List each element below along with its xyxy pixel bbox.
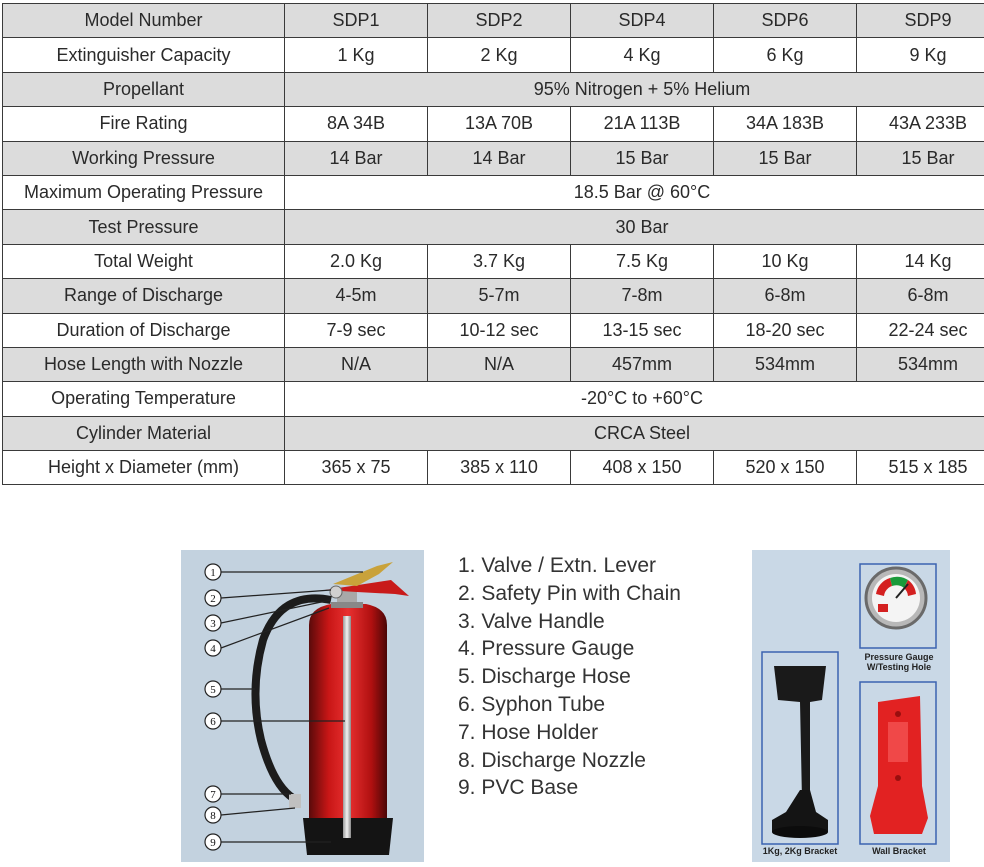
- row-label: Operating Temperature: [3, 382, 285, 416]
- row-label: Range of Discharge: [3, 279, 285, 313]
- table-row: [3, 382, 984, 416]
- row-label: Propellant: [3, 72, 285, 106]
- header-cell: SDP1: [285, 4, 428, 38]
- table-cell: 515 x 185: [857, 451, 984, 485]
- list-item: 4. Pressure Gauge: [458, 637, 635, 661]
- table-cell: 7.5 Kg: [571, 244, 714, 278]
- table-cell: 7-8m: [571, 279, 714, 313]
- list-item: 7. Hose Holder: [458, 720, 599, 744]
- table-header-row: [3, 4, 984, 38]
- table-cell: N/A: [285, 347, 428, 381]
- list-item: 5. Discharge Hose: [458, 665, 631, 689]
- callout-7: 7: [210, 789, 216, 801]
- table-cell: 14 Bar: [285, 141, 428, 175]
- callout-circles: [205, 564, 221, 850]
- list-item: 2. Safety Pin with Chain: [458, 581, 681, 605]
- table-cell: 365 x 75: [285, 451, 428, 485]
- callout-3: 3: [210, 618, 216, 630]
- parts-list: [458, 552, 681, 802]
- spanning-cell: CRCA Steel: [285, 416, 984, 450]
- row-label: Fire Rating: [3, 107, 285, 141]
- table-cell: 9 Kg: [857, 38, 984, 72]
- table-cell: 3.7 Kg: [428, 244, 571, 278]
- table-cell: 2 Kg: [428, 38, 571, 72]
- table-row: [3, 107, 984, 141]
- list-item: 8. Discharge Nozzle: [458, 748, 646, 772]
- bracket-label: 1Kg, 2Kg Bracket: [762, 846, 838, 856]
- table-cell: 13A 70B: [428, 107, 571, 141]
- table-cell: 10 Kg: [714, 244, 857, 278]
- callout-9: 9: [210, 837, 216, 849]
- table-row: [3, 416, 984, 450]
- table-row: [3, 38, 984, 72]
- table-cell: 15 Bar: [571, 141, 714, 175]
- header-cell: SDP2: [428, 4, 571, 38]
- table-row: [3, 244, 984, 278]
- row-label: Duration of Discharge: [3, 313, 285, 347]
- row-label: Height x Diameter (mm): [3, 451, 285, 485]
- row-label: Working Pressure: [3, 141, 285, 175]
- table-row: [3, 141, 984, 175]
- table-cell: 34A 183B: [714, 107, 857, 141]
- table-cell: 408 x 150: [571, 451, 714, 485]
- table-cell: 6-8m: [714, 279, 857, 313]
- table-cell: N/A: [428, 347, 571, 381]
- row-label: Cylinder Material: [3, 416, 285, 450]
- row-label: Total Weight: [3, 244, 285, 278]
- table-cell: 2.0 Kg: [285, 244, 428, 278]
- header-cell: SDP9: [857, 4, 984, 38]
- table-row: [3, 210, 984, 244]
- spanning-cell: -20°C to +60°C: [285, 382, 984, 416]
- table-cell: 385 x 110: [428, 451, 571, 485]
- header-cell: SDP4: [571, 4, 714, 38]
- table-cell: 534mm: [714, 347, 857, 381]
- row-label: Hose Length with Nozzle: [3, 347, 285, 381]
- table-cell: 21A 113B: [571, 107, 714, 141]
- table-cell: 43A 233B: [857, 107, 984, 141]
- row-label: Extinguisher Capacity: [3, 38, 285, 72]
- table-cell: 14 Kg: [857, 244, 984, 278]
- gauge-label-2: W/Testing Hole: [866, 662, 932, 672]
- wall-bracket-label: Wall Bracket: [872, 846, 926, 856]
- table-cell: 15 Bar: [714, 141, 857, 175]
- table-cell: 15 Bar: [857, 141, 984, 175]
- table-cell: 534mm: [857, 347, 984, 381]
- table-row: [3, 279, 984, 313]
- callout-1: 1: [210, 567, 216, 579]
- header-cell: Model Number: [3, 4, 285, 38]
- table-cell: 14 Bar: [428, 141, 571, 175]
- callout-4: 4: [210, 643, 216, 655]
- table-row: [3, 313, 984, 347]
- accessories-photo: [752, 550, 950, 862]
- callout-6: 6: [210, 716, 216, 728]
- table-row: [3, 451, 984, 485]
- table-cell: 8A 34B: [285, 107, 428, 141]
- list-item: 9. PVC Base: [458, 776, 579, 800]
- extinguisher-illustration: [181, 550, 424, 862]
- table-cell: 5-7m: [428, 279, 571, 313]
- spanning-cell: 95% Nitrogen + 5% Helium: [285, 72, 984, 106]
- spanning-cell: 30 Bar: [285, 210, 984, 244]
- table-row: [3, 175, 984, 209]
- spec-table: [2, 3, 984, 485]
- spec-table-body: [3, 4, 984, 485]
- row-label: Test Pressure: [3, 210, 285, 244]
- table-cell: 13-15 sec: [571, 313, 714, 347]
- gauge-label-1: Pressure Gauge: [864, 652, 934, 662]
- table-cell: 4 Kg: [571, 38, 714, 72]
- callout-2: 2: [210, 593, 216, 605]
- callout-8: 8: [210, 810, 216, 822]
- table-cell: 22-24 sec: [857, 313, 984, 347]
- list-item: 3. Valve Handle: [458, 609, 605, 633]
- list-item: 6. Syphon Tube: [458, 692, 606, 716]
- table-cell: 18-20 sec: [714, 313, 857, 347]
- extinguisher-diagram: [181, 550, 424, 862]
- table-cell: 4-5m: [285, 279, 428, 313]
- table-cell: 10-12 sec: [428, 313, 571, 347]
- header-cell: SDP6: [714, 4, 857, 38]
- callout-5: 5: [210, 684, 216, 696]
- table-cell: 520 x 150: [714, 451, 857, 485]
- list-item: 1. Valve / Extn. Lever: [458, 554, 657, 577]
- row-label: Maximum Operating Pressure: [3, 175, 285, 209]
- spanning-cell: 18.5 Bar @ 60°C: [285, 175, 984, 209]
- accessories-illustration: [752, 550, 950, 862]
- table-cell: 6 Kg: [714, 38, 857, 72]
- table-row: [3, 347, 984, 381]
- table-row: [3, 72, 984, 106]
- table-cell: 1 Kg: [285, 38, 428, 72]
- table-cell: 7-9 sec: [285, 313, 428, 347]
- table-cell: 457mm: [571, 347, 714, 381]
- table-cell: 6-8m: [857, 279, 984, 313]
